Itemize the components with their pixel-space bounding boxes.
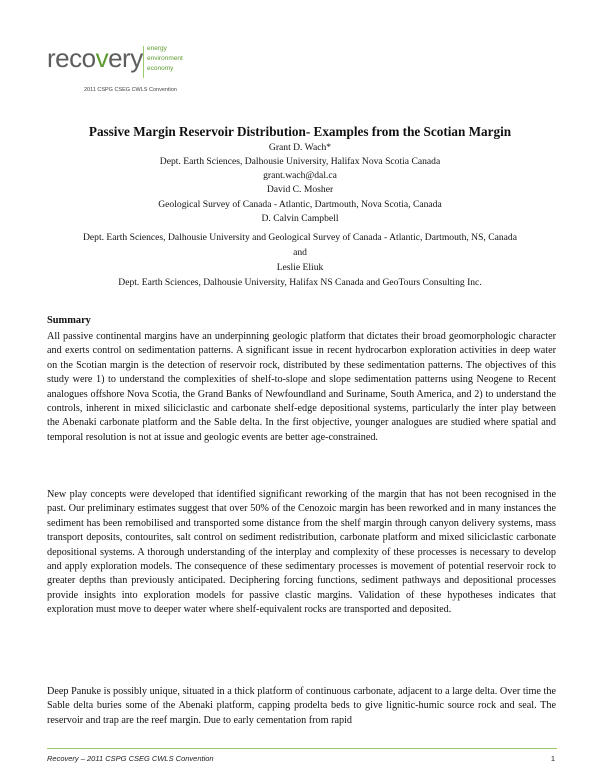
author-conjunction: and (293, 247, 307, 258)
body-paragraph: New play concepts were developed that identified significant reworking of the margin that has not been recognised in the past. Our preliminary estimates suggest that over 50% of the Cenozoic margin has been reworked and in many instances the sediment has been remobilised and transported some distance from the shelf margin through canyon delivery systems, mass transport deposits, contourites, salt control on sediment redistribution, carbonate platform and mixed siliciclastic carbonate depositional systems. A thorough understanding of the interplay and complexity of these processes is necessary to develop and apply exploration models. The consequence of these sedimentary processes is movement of potential reservoir rock to greater depths than previously anticipated. Deciphering forcing functions, sediment pathways and depositional processes provide insights into exploration models for passive clastic margins. Validation of these hypotheses indicates that exploration must move to deeper water where shelf-equivalent rocks are transported and deposited. (47, 489, 556, 616)
body-paragraph: All passive continental margins have an underpinning geologic platform that dictates their broad geomorphologic character and exerts control on sedimentation patterns. A significant issue in recent hydrocarbon exploration activities in deep water on the Scotian margin is the detection of reservoir rock, distributed by these sedimentation patterns. The objectives of this study were 1) to understand the complexities of shelf-to-slope and slope sedimentation patterns using Neogene to Recent analogues offshore Nova Scotia, the Grand Banks of Newfoundland and Suriname, South America, and 2) to understand the controls, inherent in mixed siliciclastic and carbonate shelf-edge depositional systems, particularly the inter play between the Abenaki carbonate platform and the Sable delta. In the first objective, younger analogues are studied where spatial and temporal resolution is not at issue and geologic events are better age-constrained. (47, 331, 556, 443)
logo-taglines: energy environment economy (147, 45, 183, 72)
author-affiliation: Dept. Earth Sciences, Dalhousie University and Geological Survey of Canada - Atlantic, Dartmouth, NS, Canada (82, 232, 517, 243)
author-name: D. Calvin Campbell (261, 213, 339, 224)
page-number: 1 (550, 754, 555, 763)
paper-title: Passive Margin Reservoir Distribution- Examples from the Scotian Margin (88, 124, 512, 139)
author-name: Grant D. Wach* (268, 142, 332, 153)
author-email[interactable]: grant.wach@dal.ca (263, 170, 337, 181)
body-paragraph: Deep Panuke is possibly unique, situated in a thick platform of continuous carbonate, adjacent to a large delta. Over time the Sable delta buries some of the Abenaki platform, capping prodelta beds to give lignitic-humic source rock and seal. The reservoir and trap are the reef margin. Due to early cementation from rapid (47, 686, 556, 726)
footer-conference: Recovery – 2011 CSPG CSEG CWLS Convention (47, 754, 214, 763)
footer-divider (47, 748, 557, 749)
logo-convention-text: 2011 CSPG CSEG CWLS Convention (84, 87, 177, 93)
author-affiliation: Dept. Earth Sciences, Dalhousie University, Halifax NS Canada and GeoTours Consulting Inc. (118, 277, 482, 288)
logo-divider (143, 46, 144, 78)
author-name: Leslie Eliuk (276, 262, 324, 273)
author-name: David C. Mosher (266, 184, 334, 195)
logo-wordmark: recovery (47, 43, 143, 73)
author-affiliation: Geological Survey of Canada - Atlantic, Dartmouth, Nova Scotia, Canada (158, 199, 442, 210)
section-heading: Summary (47, 315, 91, 326)
author-affiliation: Dept. Earth Sciences, Dalhousie University, Halifax Nova Scotia Canada (159, 156, 441, 167)
